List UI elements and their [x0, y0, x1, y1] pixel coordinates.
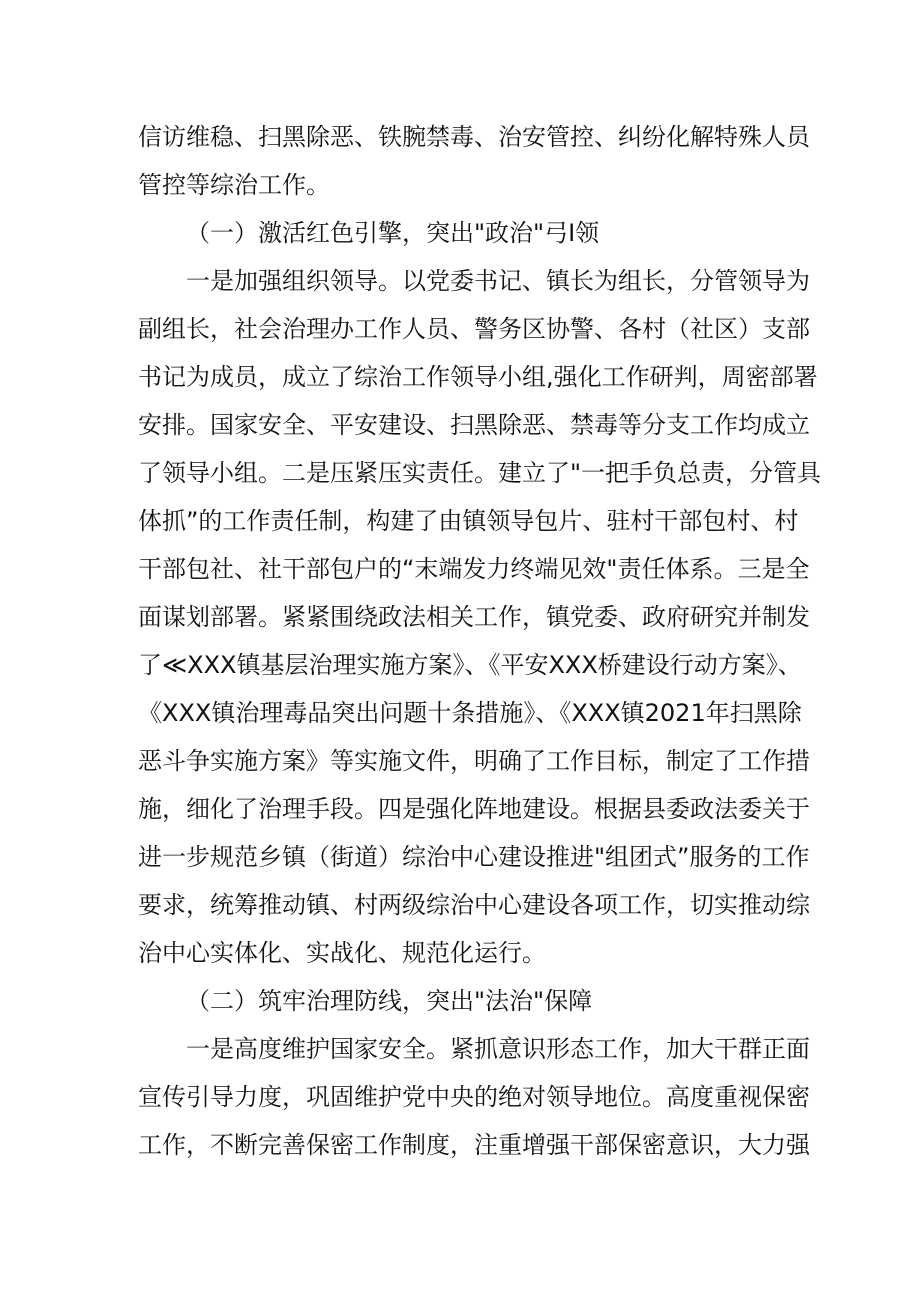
paragraph-line: 一是加强组织领导。以党委书记、镇长为组长，分管领导为	[186, 267, 810, 295]
paragraph-line: 面谋划部署。紧紧围绕政法相关工作，镇党委、政府研究并制发	[138, 603, 810, 631]
paragraph-line: 宣传引导力度，巩固维护党中央的绝对领导地位。高度重视保密	[138, 1083, 810, 1111]
paragraph-line: 了≪XXX镇基层治理实施方案》、《平安XXX桥建设行动方案》、	[138, 651, 802, 679]
paragraph-line: 要求，统筹推动镇、村两级综治中心建设各项工作，切实推动综	[138, 891, 810, 919]
paragraph-line: 进一步规范乡镇（街道）综治中心建设推进"组团式”服务的工作	[138, 843, 810, 871]
paragraph-line: 恶斗争实施方案》等实施文件，明确了工作目标，制定了工作措	[138, 747, 810, 775]
paragraph-line: 工作，不断完善保密工作制度，注重增强干部保密意识，大力强	[138, 1131, 810, 1159]
section-heading-1: （一）激活红色引擎，突出"政治"弓I领	[186, 219, 600, 247]
paragraph-line: 副组长，社会治理办工作人员、警务区协警、各村（社区）支部	[138, 315, 810, 343]
paragraph-line: 体抓”的工作责任制，构建了由镇领导包片、驻村干部包村、村	[138, 507, 799, 535]
paragraph-line: 信访维稳、扫黑除恶、铁腕禁毒、治安管控、纠纷化解特殊人员	[138, 123, 810, 151]
paragraph-line: 管控等综治工作。	[138, 171, 330, 199]
section-heading-2: （二）筑牢治理防线，突出"法治"保障	[186, 987, 593, 1015]
paragraph-line: 施，细化了治理手段。四是强化阵地建设。根据县委政法委关于	[138, 795, 810, 823]
paragraph-line: 书记为成员，成立了综治工作领导小组,强化工作研判，周密部署	[138, 363, 818, 391]
paragraph-line: 《XXX镇治理毒品突出问题十条措施》、《XXX镇2021年扫黑除	[138, 699, 802, 727]
paragraph-line: 了领导小组。二是压紧压实责任。建立了"一把手负总责，分管具	[138, 459, 822, 487]
paragraph-line: 安排。国家安全、平安建设、扫黑除恶、禁毒等分支工作均成立	[138, 411, 810, 439]
paragraph-line: 干部包社、社干部包户的“末端发力终端见效"责任体系。三是全	[138, 555, 810, 583]
paragraph-line: 一是高度维护国家安全。紧抓意识形态工作，加大干群正面	[186, 1035, 810, 1063]
paragraph-line: 治中心实体化、实战化、规范化运行。	[138, 939, 546, 967]
